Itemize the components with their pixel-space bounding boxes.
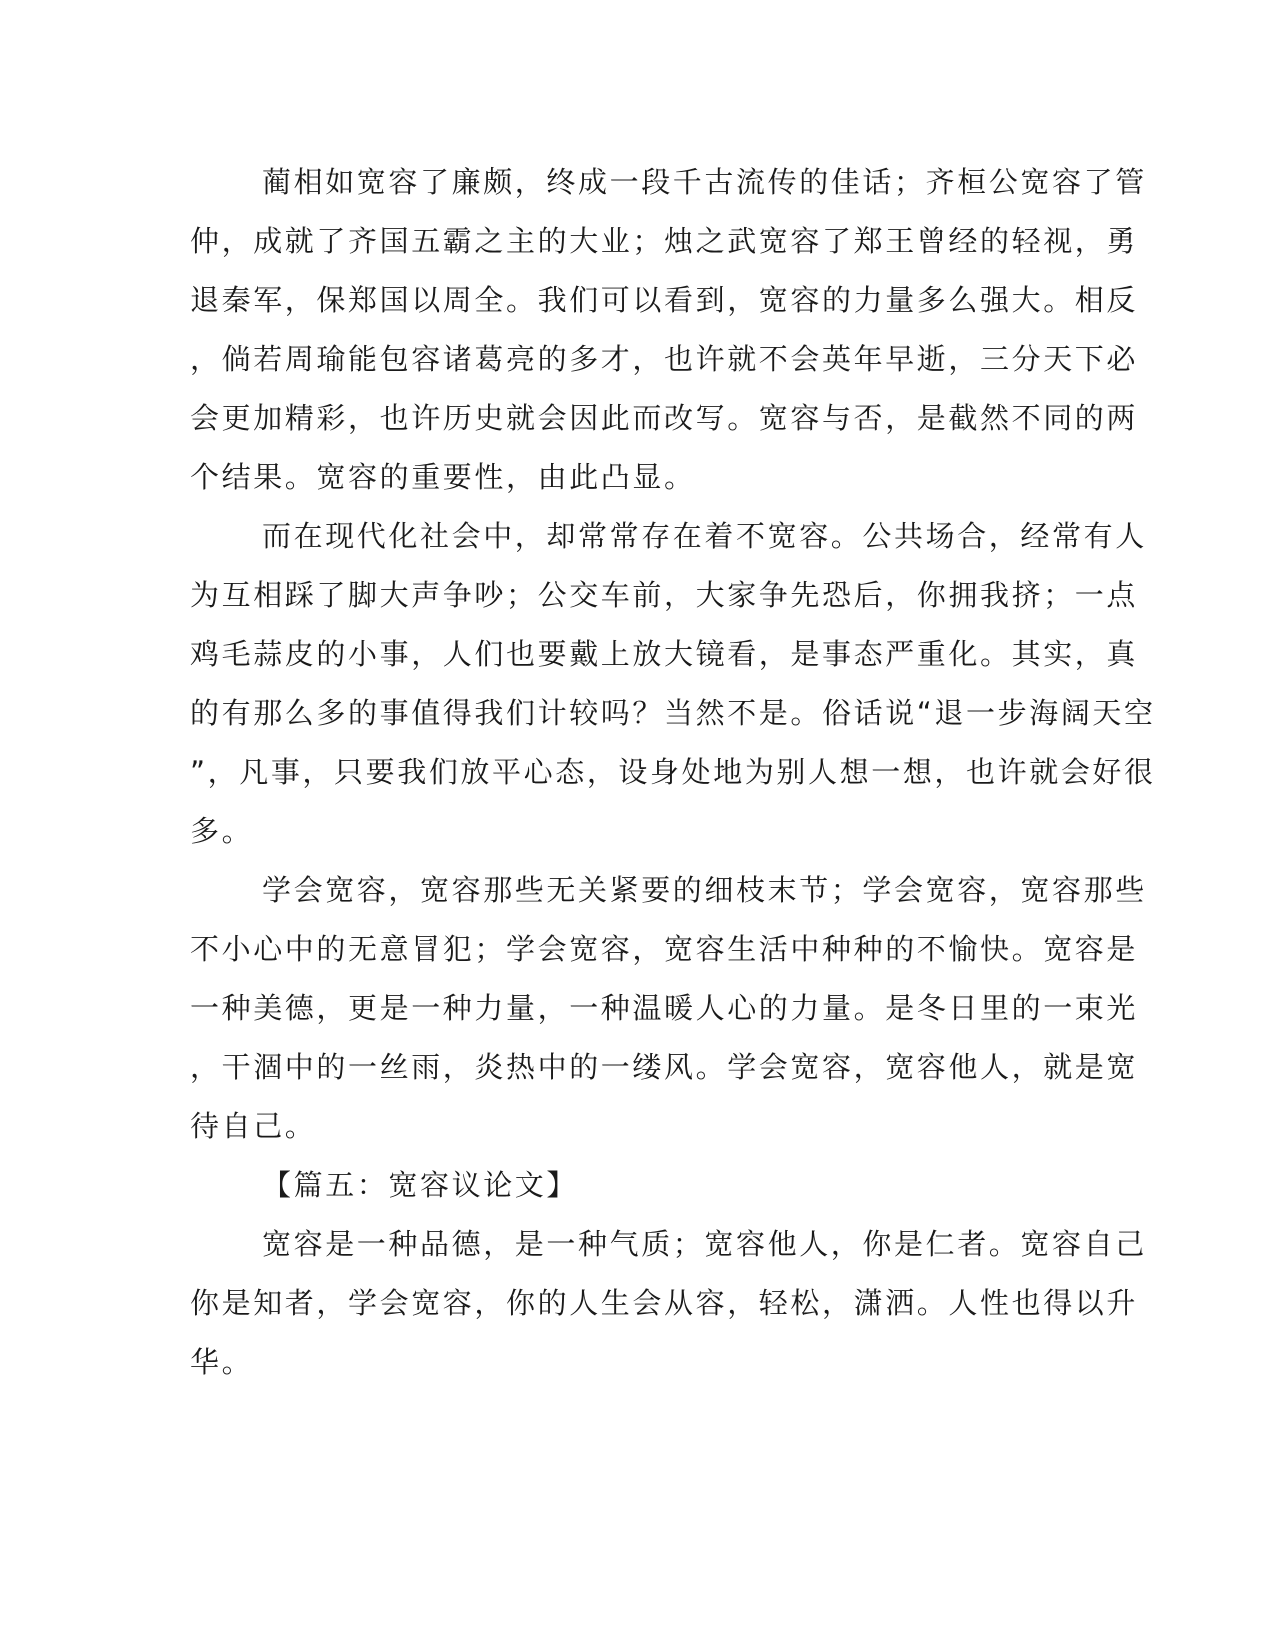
paragraph-2-line-2: 为互相踩了脚大声争吵；公交车前，大家争先恐后，你拥我挤；一点 — [190, 578, 1139, 612]
paragraph-2-line-3: 鸡毛蒜皮的小事，人们也要戴上放大镜看，是事态严重化。其实，真 — [190, 637, 1139, 671]
paragraph-3-line-1: 学会宽容，宽容那些无关紧要的细枝末节；学会宽容，宽容那些 — [262, 873, 1147, 907]
paragraph-1-line-1: 蔺相如宽容了廉颇，终成一段千古流传的佳话；齐桓公宽容了管 — [262, 165, 1147, 199]
paragraph-1-line-5: 会更加精彩，也许历史就会因此而改写。宽容与否，是截然不同的两 — [190, 401, 1139, 435]
paragraph-2-line-1: 而在现代化社会中，却常常存在着不宽容。公共场合，经常有人 — [262, 519, 1147, 553]
section-heading: 【篇五：宽容议论文】 — [262, 1168, 579, 1202]
paragraph-1-line-4: ，倘若周瑜能包容诸葛亮的多才，也许就不会英年早逝，三分天下必 — [190, 342, 1139, 376]
paragraph-3-line-4: ，干涸中的一丝雨，炎热中的一缕风。学会宽容，宽容他人，就是宽 — [190, 1050, 1139, 1084]
paragraph-3-line-2: 不小心中的无意冒犯；学会宽容，宽容生活中种种的不愉快。宽容是 — [190, 932, 1139, 966]
paragraph-3-line-5: 待自己。 — [190, 1109, 317, 1143]
paragraph-3-line-3: 一种美德，更是一种力量，一种温暖人心的力量。是冬日里的一束光 — [190, 991, 1139, 1025]
paragraph-1-line-2: 仲，成就了齐国五霸之主的大业；烛之武宽容了郑王曾经的轻视，勇 — [190, 224, 1139, 258]
paragraph-2-line-5: ”，凡事，只要我们放平心态，设身处地为别人想一想，也许就会好很 — [190, 755, 1156, 789]
closing-paragraph-line-1: 宽容是一种品德，是一种气质；宽容他人，你是仁者。宽容自己 — [262, 1227, 1147, 1261]
closing-paragraph-line-2: 你是知者，学会宽容，你的人生会从容，轻松，潇洒。人性也得以升 — [190, 1286, 1139, 1320]
paragraph-1-line-3: 退秦军，保郑国以周全。我们可以看到，宽容的力量多么强大。相反 — [190, 283, 1139, 317]
paragraph-2-line-4: 的有那么多的事值得我们计较吗？当然不是。俗话说“退一步海阔天空 — [190, 696, 1156, 730]
paragraph-1-line-6: 个结果。宽容的重要性，由此凸显。 — [190, 460, 696, 494]
closing-paragraph-line-3: 华。 — [190, 1345, 254, 1379]
paragraph-2-line-6: 多。 — [190, 814, 254, 848]
